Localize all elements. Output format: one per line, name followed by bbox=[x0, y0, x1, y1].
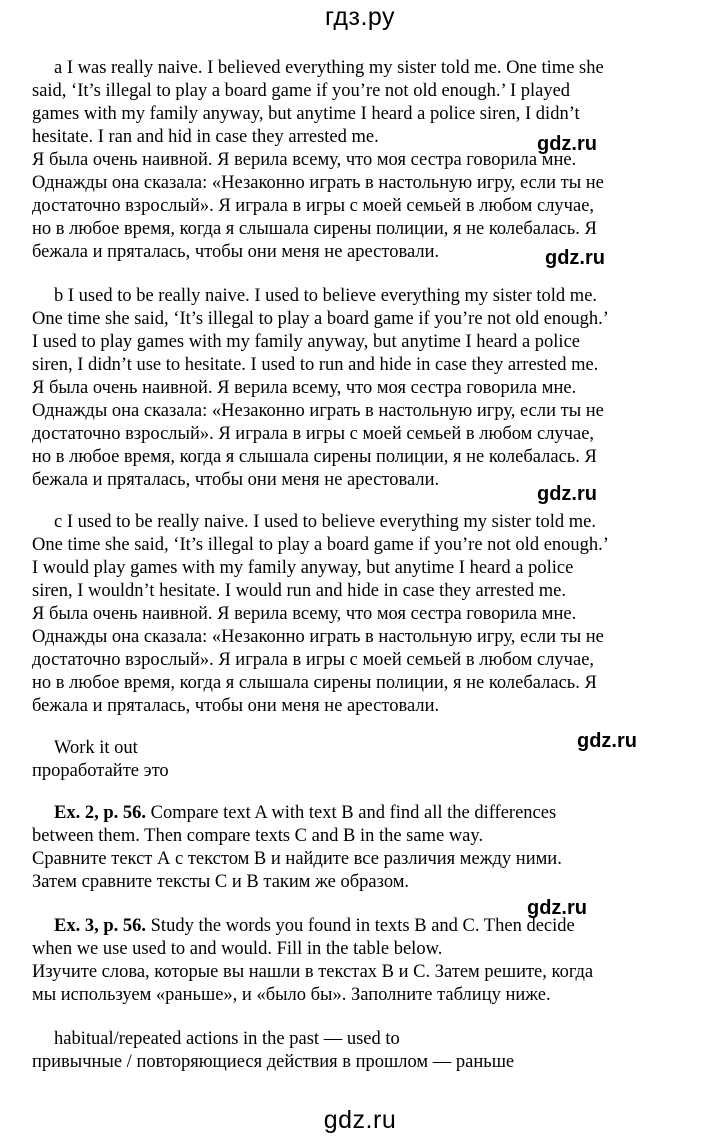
exercise-text: Study the words you found in texts B and C. Then decide bbox=[146, 916, 575, 936]
text-line: но в любое время, когда я слышала сирены полиции, я не колебалась. Я bbox=[32, 447, 597, 467]
text-line: бежала и пряталась, чтобы они меня не арестовали. bbox=[32, 696, 440, 716]
text-line bbox=[32, 915, 708, 938]
text-line: between them. Then compare texts C and B in the same way. bbox=[32, 826, 484, 846]
watermark: gdz.ru bbox=[545, 247, 605, 269]
work-it-out-heading: Work it out bbox=[54, 738, 138, 758]
text-line bbox=[32, 802, 708, 825]
exercise-2 bbox=[32, 802, 708, 894]
text-line: бежала и пряталась, чтобы они меня не арестовали. bbox=[32, 242, 440, 262]
text-c bbox=[32, 511, 708, 718]
footer-title: gdz.ru bbox=[323, 1106, 397, 1134]
text-a bbox=[32, 57, 708, 264]
text-line: One time she said, ‘It’s illegal to play a board game if you’re not old enough.’ bbox=[32, 309, 609, 329]
text-line: Однажды она сказала: «Незаконно играть в настольную игру, если ты не bbox=[32, 173, 604, 193]
text-line: I would play games with my family anyway, but anytime I heard a police bbox=[32, 558, 574, 578]
exercise-label: Ex. 3, p. 56. bbox=[54, 916, 147, 936]
text-line: Я была очень наивной. Я верила всему, что моя сестра говорила мне. bbox=[32, 604, 577, 624]
text-line: when we use used to and would. Fill in the table below. bbox=[32, 939, 443, 959]
work-it-out-translation: проработайте это bbox=[32, 761, 169, 781]
text-line: Однажды она сказала: «Незаконно играть в настольную игру, если ты не bbox=[32, 627, 604, 647]
text-line: Однажды она сказала: «Незаконно играть в настольную игру, если ты не bbox=[32, 401, 604, 421]
work-it-out bbox=[32, 737, 708, 783]
text-line: Затем сравните тексты С и В таким же образом. bbox=[32, 872, 410, 892]
text-line: games with my family anyway, but anytime I heard a police siren, I didn’t bbox=[32, 104, 580, 124]
text-line: достаточно взрослый». Я играла в игры с моей семьей в любом случае, bbox=[32, 196, 595, 216]
text-line: привычные / повторяющиеся действия в прошлом — раньше bbox=[32, 1052, 515, 1072]
text-line: habitual/repeated actions in the past — used to bbox=[54, 1029, 400, 1049]
answer bbox=[32, 1028, 708, 1074]
watermark: gdz.ru bbox=[577, 730, 637, 752]
text-b bbox=[32, 285, 708, 492]
text-line: но в любое время, когда я слышала сирены полиции, я не колебалась. Я bbox=[32, 673, 597, 693]
text-line: достаточно взрослый». Я играла в игры с моей семьей в любом случае, bbox=[32, 424, 595, 444]
text-line: Я была очень наивной. Я верила всему, что моя сестра говорила мне. bbox=[32, 378, 577, 398]
text-line: siren, I didn’t use to hesitate. I used to run and hide in case they arrested me. bbox=[32, 355, 599, 375]
text-line: но в любое время, когда я слышала сирены полиции, я не колебалась. Я bbox=[32, 219, 597, 239]
text-line: I used to play games with my family anyway, but anytime I heard a police bbox=[32, 332, 580, 352]
exercise-3 bbox=[32, 915, 708, 1007]
text-line: a I was really naive. I believed everything my sister told me. One time she bbox=[54, 58, 604, 78]
text-line: Изучите слова, которые вы нашли в текстах В и С. Затем решите, когда bbox=[32, 962, 594, 982]
watermark: gdz.ru bbox=[537, 483, 597, 505]
text-line: siren, I wouldn’t hesitate. I would run and hide in case they arrested me. bbox=[32, 581, 566, 601]
site-title: гдз.ру bbox=[324, 3, 396, 31]
text-line: One time she said, ‘It’s illegal to play a board game if you’re not old enough.’ bbox=[32, 535, 609, 555]
text-line: Сравните текст А с текстом В и найдите все различия между ними. bbox=[32, 849, 562, 869]
watermark: gdz.ru bbox=[527, 897, 587, 919]
text-line: b I used to be really naive. I used to believe everything my sister told me. bbox=[54, 286, 598, 306]
text-line: hesitate. I ran and hid in case they arrested me. bbox=[32, 127, 379, 147]
exercise-text: Compare text A with text B and find all the differences bbox=[146, 803, 557, 823]
text-line: достаточно взрослый». Я играла в игры с моей семьей в любом случае, bbox=[32, 650, 595, 670]
text-line: c I used to be really naive. I used to believe everything my sister told me. bbox=[54, 512, 596, 532]
text-line: Я была очень наивной. Я верила всему, что моя сестра говорила мне. bbox=[32, 150, 577, 170]
text-line: мы используем «раньше», и «было бы». Заполните таблицу ниже. bbox=[32, 985, 551, 1005]
watermark: gdz.ru bbox=[537, 133, 597, 155]
exercise-label: Ex. 2, p. 56. bbox=[54, 803, 147, 823]
text-line: said, ‘It’s illegal to play a board game if you’re not old enough.’ I played bbox=[32, 81, 571, 101]
text-line: бежала и пряталась, чтобы они меня не арестовали. bbox=[32, 470, 440, 490]
